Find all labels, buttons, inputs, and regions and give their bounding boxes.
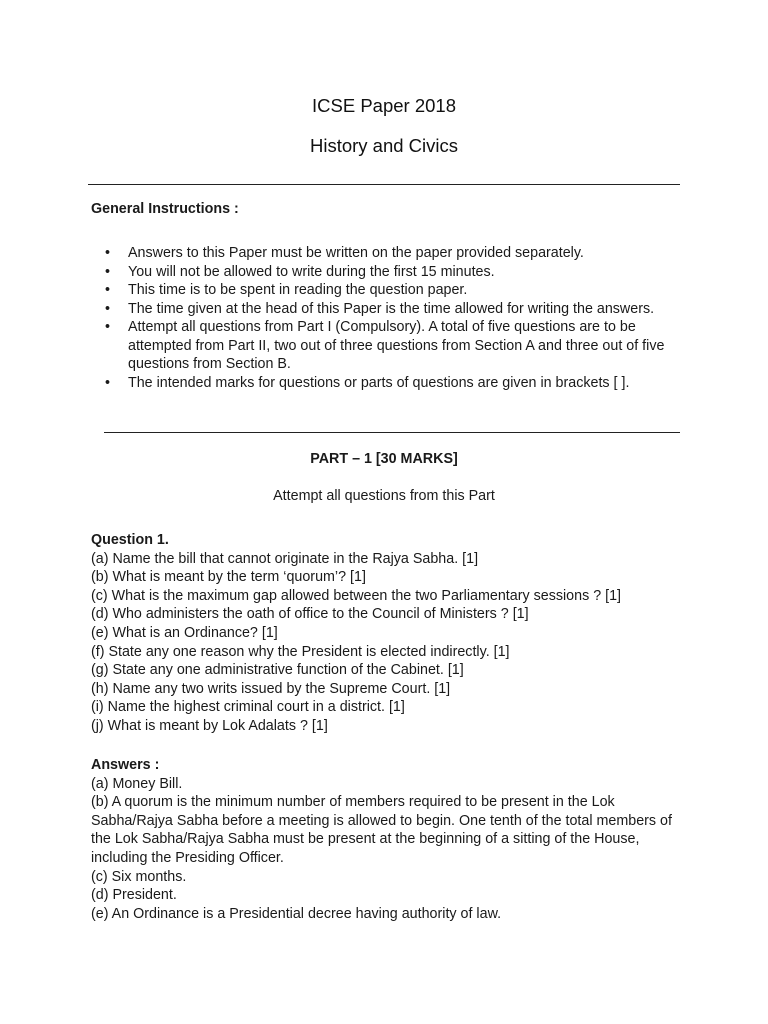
bullet-icon: •	[105, 245, 111, 261]
question-item: (g) State any one administrative function of the Cabinet. [1]	[91, 662, 464, 679]
general-instructions-heading: General Instructions :	[91, 201, 239, 217]
answer-item: (c) Six months.	[91, 868, 187, 885]
instruction-text: You will not be allowed to write during the first 15 minutes.	[128, 263, 495, 280]
bullet-icon: •	[105, 319, 111, 335]
question-item: (e) What is an Ordinance? [1]	[91, 624, 278, 641]
paper-title: ICSE Paper 2018	[312, 95, 456, 116]
instruction-text: Answers to this Paper must be written on the paper provided separately.	[128, 245, 584, 261]
bullet-icon: •	[105, 282, 111, 298]
instruction-text: Attempt all questions from Part I (Compulsory). A total of five questions are to be attempted from Part II, two out of three questions from Section A and three out of five questions from Section B.	[128, 319, 665, 372]
part-subheading: Attempt all questions from this Part	[273, 488, 495, 504]
question-item: (a) Name the bill that cannot originate in the Rajya Sabha. [1]	[91, 550, 479, 567]
question-item: (d) Who administers the oath of office to the Council of Ministers ? [1]	[91, 606, 529, 623]
question-item: (f) State any one reason why the President is elected indirectly. [1]	[91, 643, 510, 660]
bullet-icon: •	[105, 263, 111, 280]
instruction-item	[91, 244, 681, 263]
answer-item: (d) President.	[91, 887, 177, 904]
question-1-block	[91, 531, 691, 736]
top-divider	[88, 184, 680, 185]
instruction-item	[91, 300, 681, 319]
answer-item: (e) An Ordinance is a Presidential decree having authority of law.	[91, 905, 502, 922]
section-divider	[104, 432, 680, 433]
question-item: (i) Name the highest criminal court in a district. [1]	[91, 699, 405, 716]
question-heading: Question 1.	[91, 532, 169, 548]
paper-subtitle: History and Civics	[309, 135, 459, 156]
instruction-text: The time given at the head of this Paper is the time allowed for writing the answers.	[128, 300, 655, 317]
answer-item: (b) A quorum is the minimum number of members required to be present in the Lok Sabha/Rajya Sabha before a meeting is allowed to begin. One tenth of the total members of the Lok Sabha/Rajya Sabha must be present at the beginning of a sitting of the House, including the Presiding Officer.	[91, 794, 672, 866]
bullet-icon: •	[105, 374, 111, 391]
answers-block	[91, 756, 691, 923]
question-item: (b) What is meant by the term ‘quorum’? [1]	[91, 569, 366, 586]
part-heading: PART – 1 [30 MARKS]	[310, 451, 458, 467]
question-item: (h) Name any two writs issued by the Supreme Court. [1]	[91, 680, 451, 697]
question-item: (j) What is meant by Lok Adalats ? [1]	[91, 717, 328, 734]
answers-heading: Answers :	[91, 757, 160, 773]
bullet-icon: •	[105, 300, 111, 317]
instruction-item	[91, 374, 681, 393]
instruction-item	[91, 263, 681, 282]
instruction-item	[91, 281, 681, 300]
instruction-text: The intended marks for questions or parts of questions are given in brackets [ ].	[128, 374, 630, 391]
question-item: (c) What is the maximum gap allowed between the two Parliamentary sessions ? [1]	[91, 587, 622, 604]
answer-item: (a) Money Bill.	[91, 775, 183, 792]
general-instructions-list	[91, 244, 681, 392]
instruction-item	[91, 318, 681, 374]
instruction-text: This time is to be spent in reading the question paper.	[128, 282, 468, 298]
